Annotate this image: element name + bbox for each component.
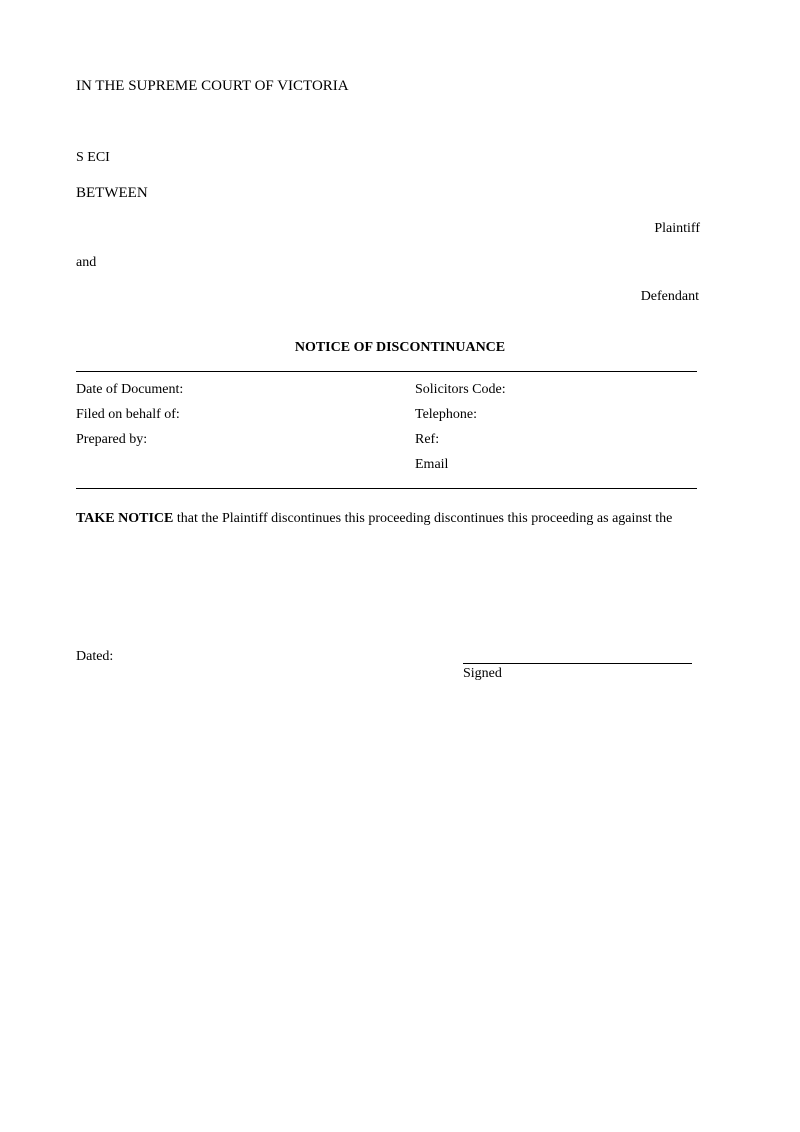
and-label: and xyxy=(76,255,97,270)
dated-label: Dated: xyxy=(76,649,114,664)
case-number: S ECI xyxy=(76,150,110,165)
ref-label: Ref: xyxy=(415,432,440,447)
date-of-document-label: Date of Document: xyxy=(76,382,184,397)
telephone-label: Telephone: xyxy=(415,407,477,422)
top-divider xyxy=(76,371,697,372)
bottom-divider xyxy=(76,488,697,489)
prepared-by-label: Prepared by: xyxy=(76,432,148,447)
defendant-label: Defendant xyxy=(640,289,699,304)
signature-line xyxy=(463,663,692,664)
court-heading: IN THE SUPREME COURT OF VICTORIA xyxy=(76,78,349,94)
between-label: BETWEEN xyxy=(76,185,148,201)
filed-on-behalf-of-label: Filed on behalf of: xyxy=(76,407,180,422)
solicitors-code-label: Solicitors Code: xyxy=(415,382,506,397)
notice-paragraph xyxy=(76,512,672,526)
plaintiff-label: Plaintiff xyxy=(654,221,700,236)
signed-label: Signed xyxy=(463,666,502,681)
take-notice-lead: TAKE NOTICE xyxy=(76,511,174,526)
notice-text: that the Plaintiff discontinues this proceeding discontinues this proceeding as against the xyxy=(173,511,673,526)
email-label: Email xyxy=(415,457,449,472)
document-title: NOTICE OF DISCONTINUANCE xyxy=(294,340,506,355)
